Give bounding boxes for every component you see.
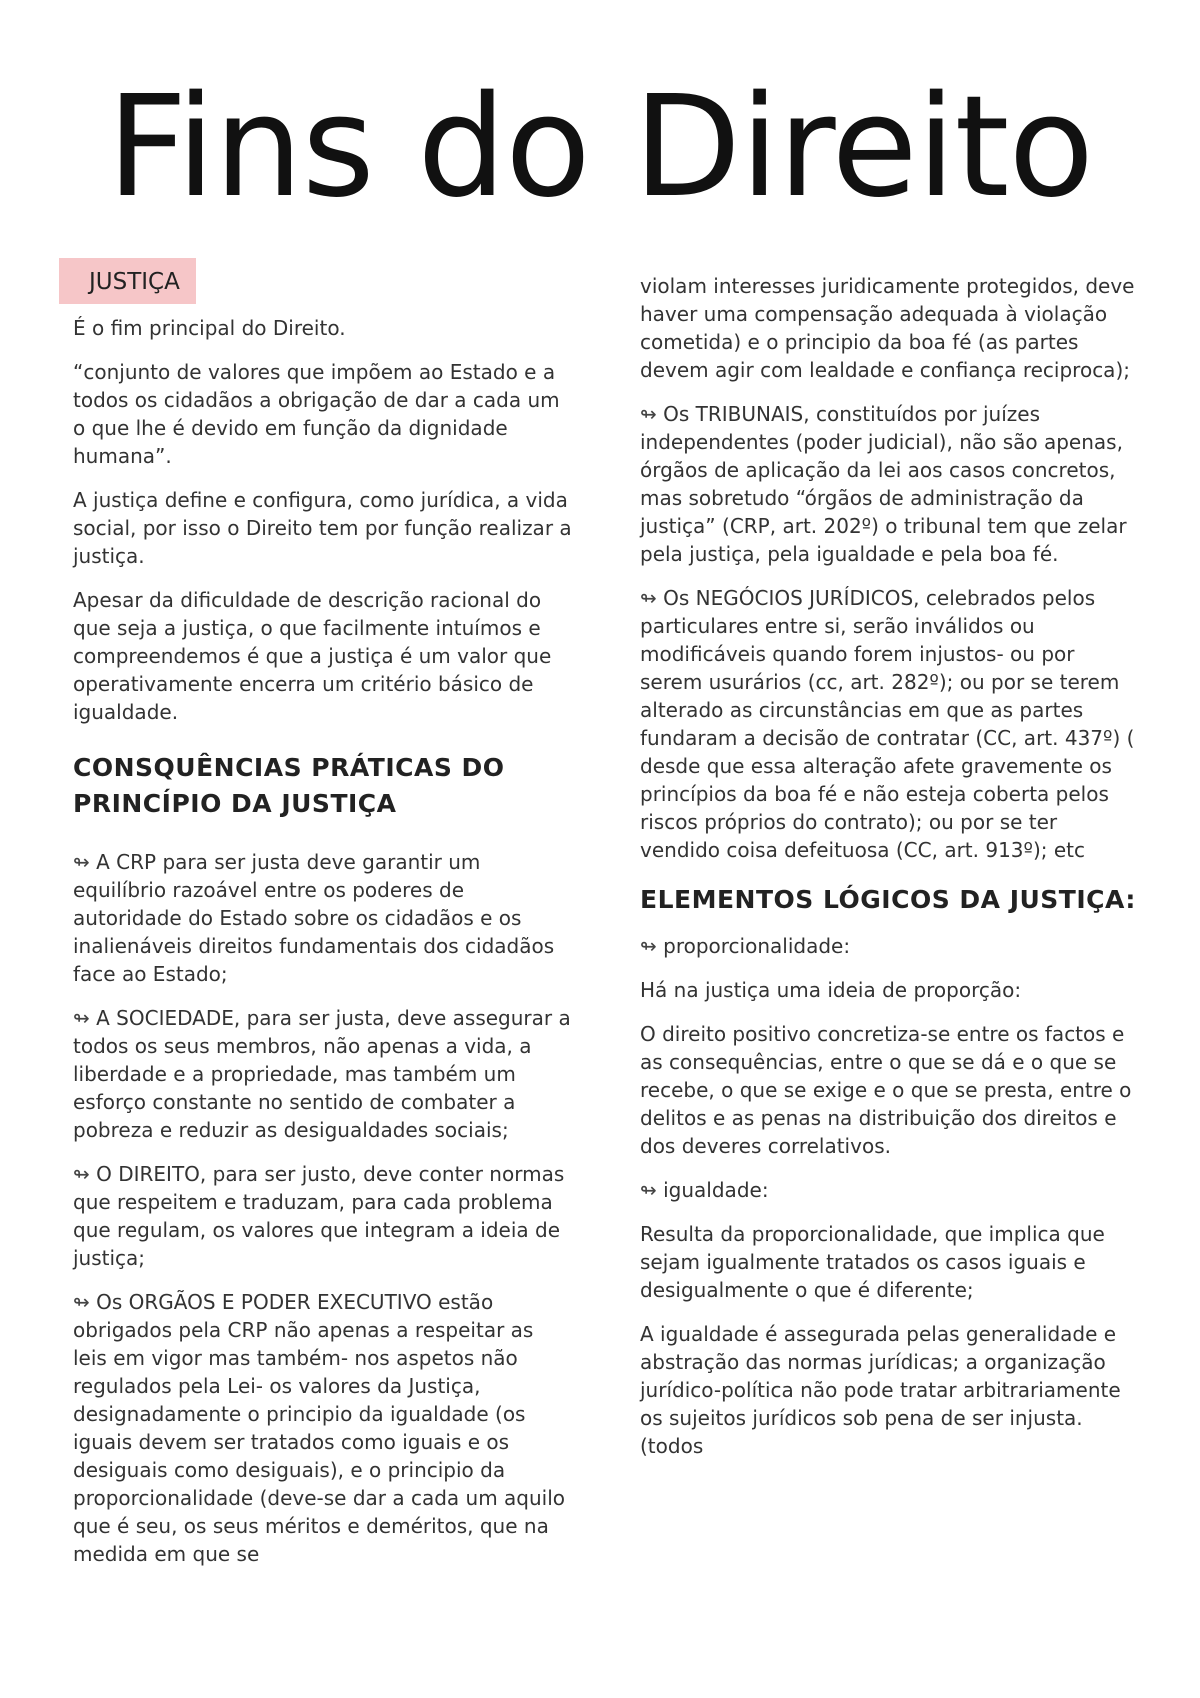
- left-column: [73, 258, 573, 1584]
- page-title: Fins do Direito: [106, 66, 1094, 229]
- bullet-text: igualdade:: [663, 1178, 769, 1202]
- paragraph: Há na justiça uma ideia de proporção:: [640, 978, 1022, 1002]
- arrow-icon: ↬: [640, 934, 657, 958]
- bullet-item: [640, 584, 1140, 864]
- arrow-icon: ↬: [640, 402, 657, 426]
- paragraph: Resulta da proporcionalidade, que implica que sejam igualmente tratados os casos iguais e desigualmente o que é diferente;: [640, 1222, 1105, 1302]
- bullet-item: [640, 932, 1140, 960]
- paragraph: É o fim principal do Direito.: [73, 316, 346, 340]
- bullet-item: [73, 848, 573, 988]
- bullet-text: proporcionalidade:: [663, 934, 851, 958]
- bullet-item: [640, 1176, 1140, 1204]
- arrow-icon: ↬: [73, 850, 90, 874]
- paragraph: violam interesses juridicamente protegidos, deve haver uma compensação adequada à violação cometida) e o principio da boa fé (as partes devem agir com lealdade e confiança reciproca);: [640, 274, 1135, 382]
- section-heading: CONSQUÊNCIAS PRÁTICAS DO PRINCÍPIO DA JUSTIÇA: [73, 753, 505, 818]
- section-tag: JUSTIÇA: [59, 258, 196, 304]
- bullet-item: [73, 1160, 573, 1272]
- paragraph: Apesar da dificuldade de descrição racional do que seja a justiça, o que facilmente intuímos e compreendemos é que a justiça é um valor que operativamente encerra um critério básico de igualdade.: [73, 588, 552, 724]
- paragraph: “conjunto de valores que impõem ao Estado e a todos os cidadãos a obrigação de dar a cada um o que lhe é devido em função da dignidade humana”.: [73, 360, 560, 468]
- arrow-icon: ↬: [640, 586, 657, 610]
- arrow-icon: ↬: [73, 1162, 90, 1186]
- bullet-item: [73, 1004, 573, 1144]
- bullet-text: Os NEGÓCIOS JURÍDICOS, celebrados pelos particulares entre si, serão inválidos ou modificáveis quando forem injustos- ou por serem usurários (cc, art. 282º); ou por se terem alterado as circunstâncias em que as partes fundaram a decisão de contratar (CC, art. 437º) ( desde que essa alteração afete gravemente os princípios da boa fé e não esteja coberta pelos riscos próprios do contrato); ou por se ter vendido coisa defeituosa (CC, art. 913º); etc: [640, 586, 1135, 862]
- bullet-text: O DIREITO, para ser justo, deve conter normas que respeitem e traduzam, para cada problema que regulam, os valores que integram a ideia de justiça;: [73, 1162, 565, 1270]
- arrow-icon: ↬: [73, 1290, 90, 1314]
- bullet-text: Os ORGÃOS E PODER EXECUTIVO estão obrigados pela CRP não apenas a respeitar as leis em vigor mas também- nos aspetos não regulados pela Lei- os valores da Justiça, designadamente o principio da igualdade (os iguais devem ser tratados como iguais e os desiguais como desiguais), e o principio da proporcionalidade (deve-se dar a cada um aquilo que é seu, os seus méritos e deméritos, que na medida em que se: [73, 1290, 566, 1566]
- bullet-item: [640, 400, 1140, 568]
- right-column: [640, 272, 1140, 1476]
- bullet-text: A CRP para ser justa deve garantir um equilíbrio razoável entre os poderes de autoridade do Estado sobre os cidadãos e os inalienáveis direitos fundamentais dos cidadãos face ao Estado;: [73, 850, 555, 986]
- paragraph: A justiça define e configura, como jurídica, a vida social, por isso o Direito tem por função realizar a justiça.: [73, 488, 572, 568]
- arrow-icon: ↬: [73, 1006, 90, 1030]
- paragraph: A igualdade é assegurada pelas generalidade e abstração das normas jurídicas; a organização jurídico-política não pode tratar arbitrariamente os sujeitos jurídicos sob pena de ser injusta. (todos: [640, 1322, 1121, 1458]
- bullet-text: Os TRIBUNAIS, constituídos por juízes independentes (poder judicial), não são apenas, órgãos de aplicação da lei aos casos concretos, mas sobretudo “órgãos de administração da justiça” (CRP, art. 202º) o tribunal tem que zelar pela justiça, pela igualdade e pela boa fé.: [640, 402, 1127, 566]
- section-heading: ELEMENTOS LÓGICOS DA JUSTIÇA:: [640, 885, 1136, 914]
- bullet-item: [73, 1288, 573, 1568]
- arrow-icon: ↬: [640, 1178, 657, 1202]
- bullet-text: A SOCIEDADE, para ser justa, deve assegurar a todos os seus membros, não apenas a vida, a liberdade e a propriedade, mas também um esforço constante no sentido de combater a pobreza e reduzir as desigualdades sociais;: [73, 1006, 571, 1142]
- paragraph: O direito positivo concretiza-se entre os factos e as consequências, entre o que se dá e o que se recebe, o que se exige e o que se presta, entre o delitos e as penas na distribuição dos direitos e dos deveres correlativos.: [640, 1022, 1132, 1158]
